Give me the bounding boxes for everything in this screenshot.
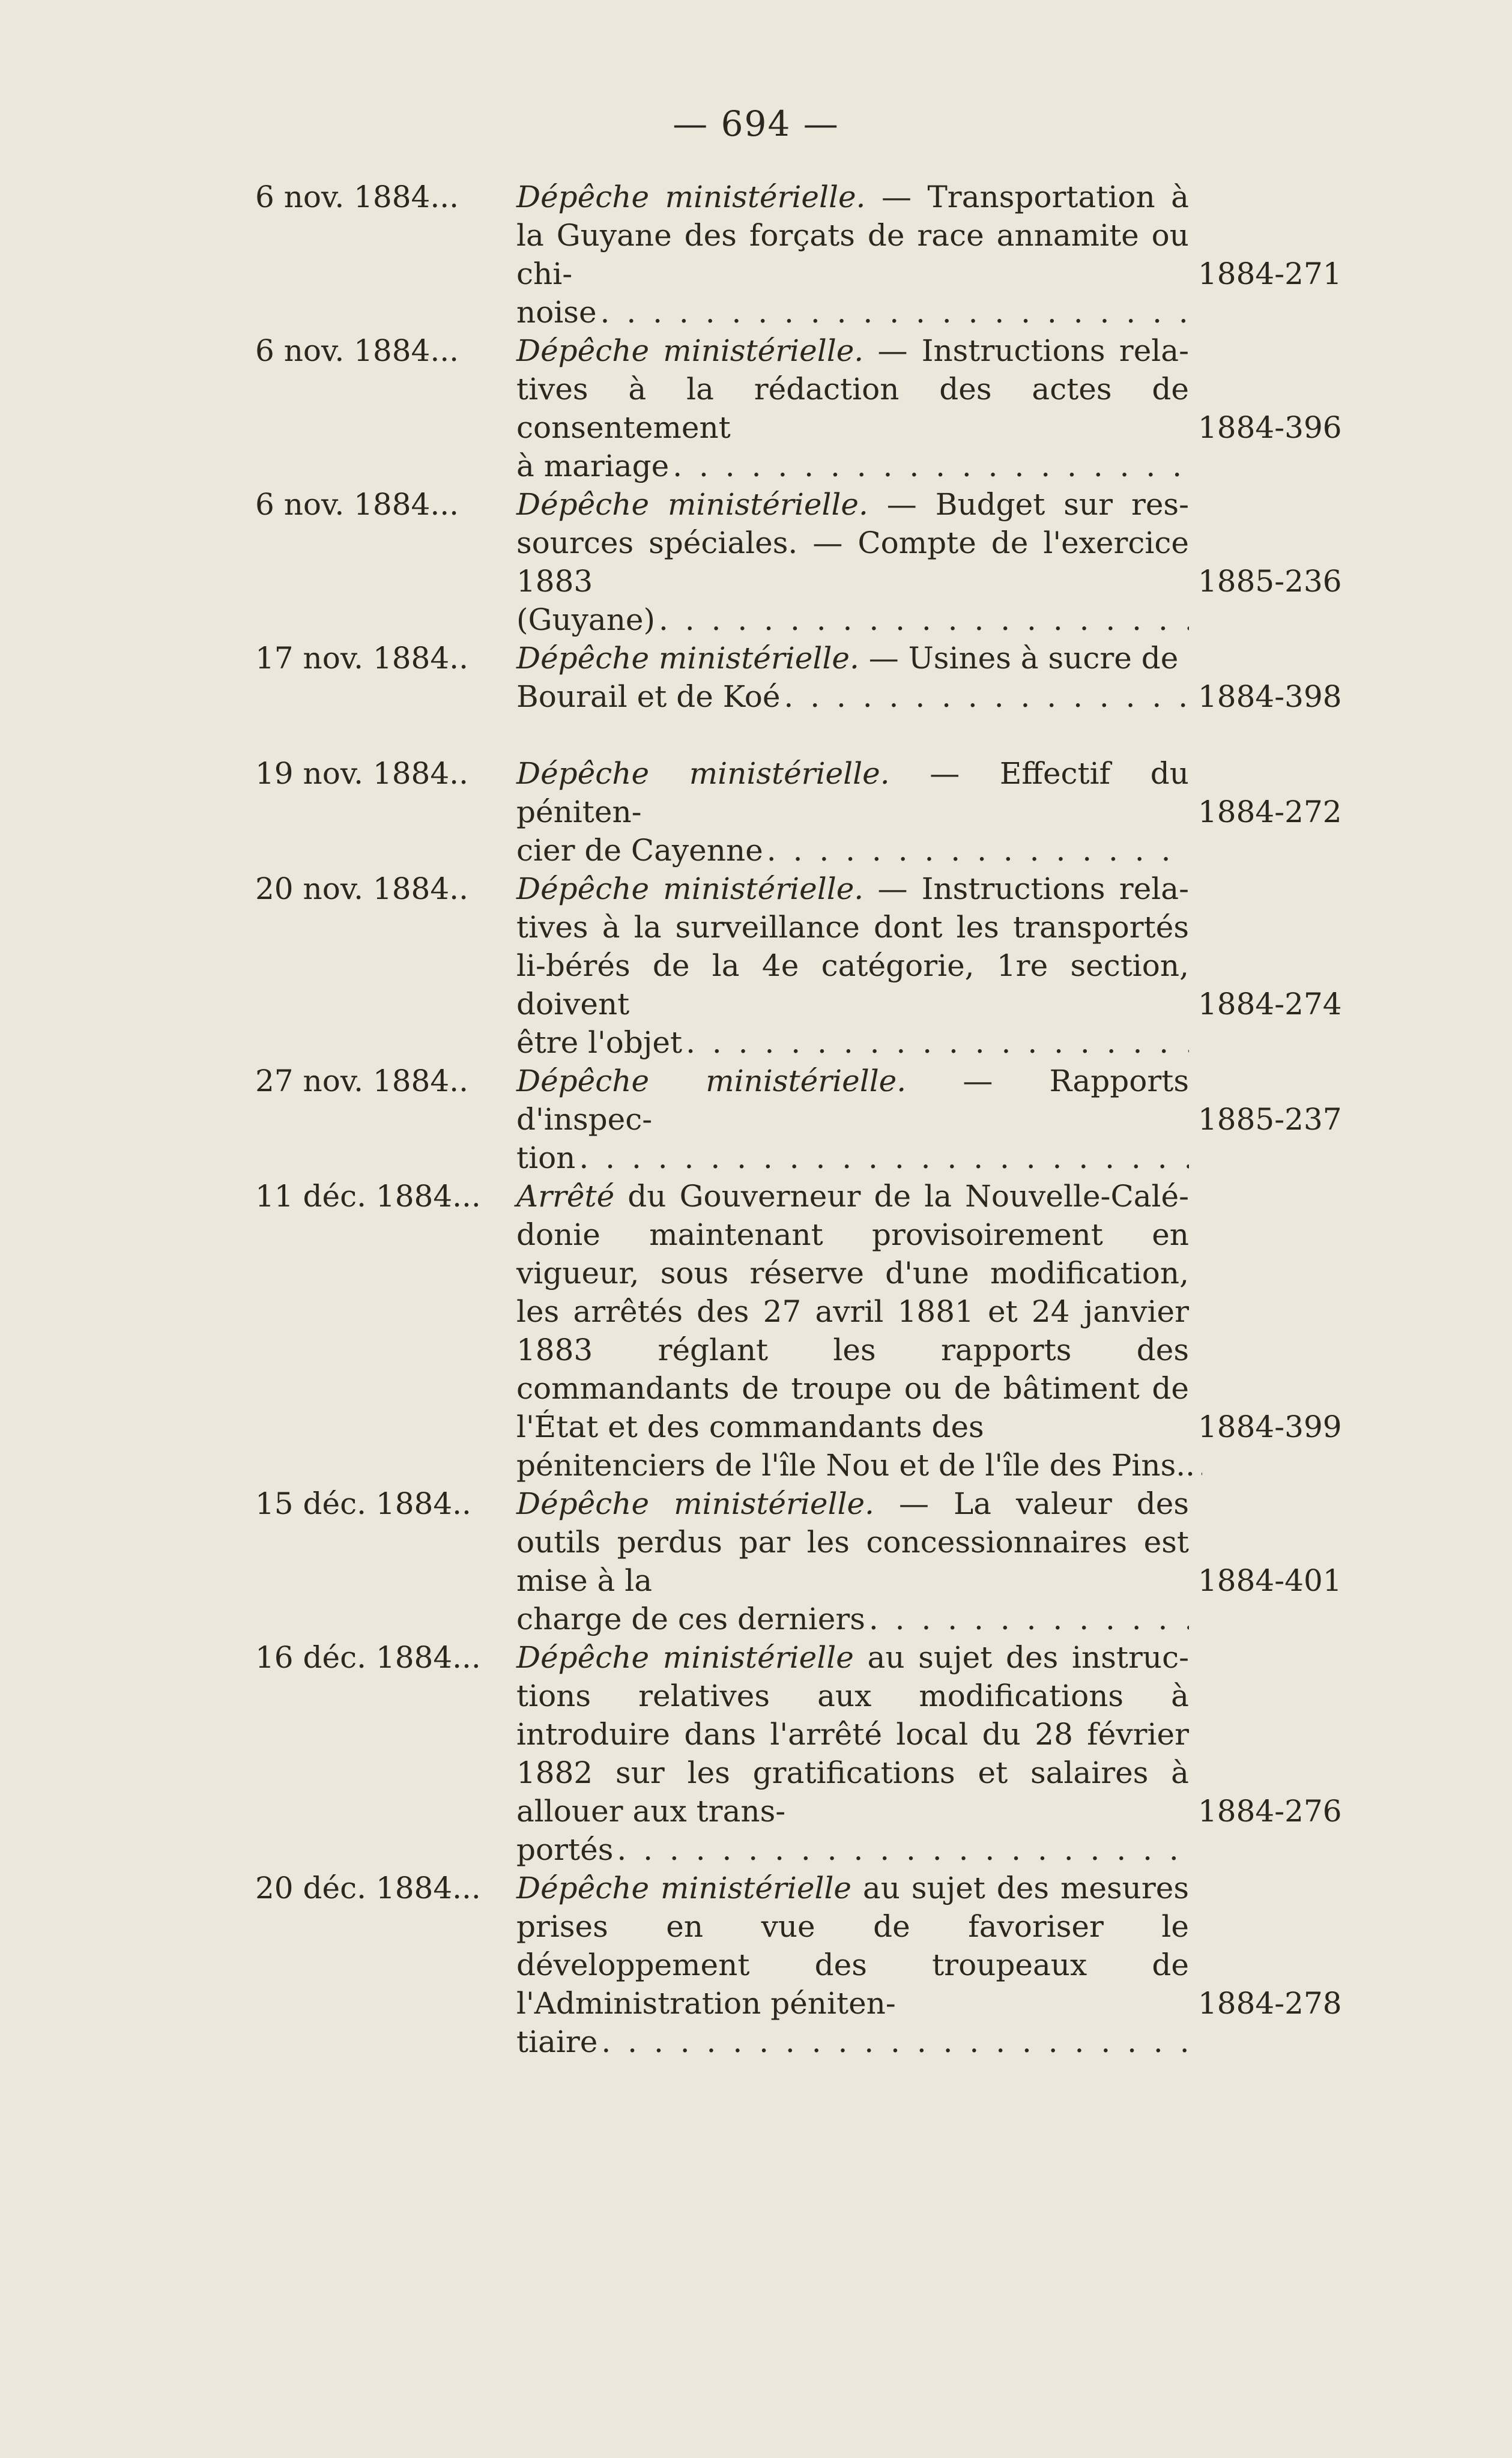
entry-lead: Dépêche ministérielle. <box>516 180 866 214</box>
entry-lead: Dépêche ministérielle. <box>516 1064 907 1098</box>
entry-body <box>516 754 1189 870</box>
entry-reference: 1884-401 <box>1198 1563 1342 1598</box>
entry-body <box>516 1485 1189 1638</box>
entry-text: — Budget sur res-sources spéciales. — Compte de l'exercice 1883 <box>516 487 1189 599</box>
entry-body <box>516 331 1189 485</box>
entry-text: du Gouverneur de la Nouvelle-Calé-donie maintenant provisoirement en vigueur, sous réserve d'une modification, les arrêtés des 27 avril 1881 et 24 janvier 1883 réglant les rapports des commandants de troupe ou de bâtiment de l'État et des commandants des <box>516 1179 1189 1444</box>
entry-body <box>516 485 1189 639</box>
dot-leader <box>669 447 1189 485</box>
entry-reference: 1885-237 <box>1198 1102 1342 1137</box>
dot-leader <box>780 677 1189 716</box>
entry-tail: portés <box>516 1832 614 1867</box>
entry-text: — Rapports d'inspec- <box>516 1064 1189 1137</box>
entry-reference: 1884-274 <box>1198 987 1342 1022</box>
page-number: — 694 — <box>673 103 839 144</box>
entry-lead: Dépêche ministérielle. <box>516 756 890 791</box>
dot-leader <box>575 1139 1189 1177</box>
entry-leader <box>516 1446 1196 1485</box>
entry-tail: à mariage <box>516 449 670 483</box>
entry-text: au sujet des instruc-tions relatives aux modifications à introduire dans l'arrêté local du 28 février 1882 sur les gratifications et salaires à allouer aux trans- <box>516 1640 1189 1829</box>
entry-lead: Dépêche ministérielle. <box>516 487 868 522</box>
entry-date: 16 déc. 1884... <box>255 1640 481 1675</box>
entry-date: 19 nov. 1884.. <box>255 756 468 791</box>
entry-date: 6 nov. 1884... <box>255 180 459 214</box>
entry-reference: 1884-399 <box>1198 1409 1342 1444</box>
entry-text: — Instructions rela-tives à la surveillance dont les transportés li-bérés de la 4e catégorie, 1re section, doivent <box>516 871 1189 1022</box>
entry-date: 17 nov. 1884.. <box>255 641 468 676</box>
entry-body <box>516 1062 1189 1177</box>
entry-reference: 1884-271 <box>1198 256 1342 291</box>
dot-leader <box>1195 1446 1202 1485</box>
entry-text: — La valeur des outils perdus par les concessionnaires est mise à la <box>516 1486 1189 1598</box>
entry-lead: Dépêche ministérielle. <box>516 333 864 368</box>
entry-leader <box>516 293 1189 331</box>
entry-date: 15 déc. 1884.. <box>255 1486 471 1521</box>
entry-lead: Dépêche ministérielle. <box>516 871 864 906</box>
entry-body <box>516 870 1189 1062</box>
entry-date: 11 déc. 1884... <box>255 1179 481 1214</box>
entry-date: 6 nov. 1884... <box>255 333 459 368</box>
entry-body <box>516 639 1189 716</box>
dot-leader <box>655 601 1189 639</box>
entry-date: 6 nov. 1884... <box>255 487 459 522</box>
entry-tail: tion <box>516 1140 576 1175</box>
entry-tail: (Guyane) <box>516 602 656 637</box>
entry-text: — Instructions rela-tives à la rédaction des actes de consentement <box>516 333 1189 445</box>
entry-leader <box>516 601 1189 639</box>
entry-body <box>516 1177 1196 1485</box>
entry-reference: 1884-278 <box>1198 1986 1342 2021</box>
entry-tail: charge de ces derniers <box>516 1602 865 1636</box>
entry-text: — Effectif du péniten- <box>516 756 1189 829</box>
entry-reference: 1884-272 <box>1198 795 1342 829</box>
entry-tail: Bourail et de Koé <box>516 679 781 714</box>
entry-leader <box>516 677 1189 716</box>
dot-leader <box>763 831 1189 870</box>
entry-date: 27 nov. 1884.. <box>255 1064 468 1098</box>
entry-date: 20 déc. 1884... <box>255 1871 481 1906</box>
entry-body <box>516 1638 1189 1869</box>
dot-leader <box>597 2023 1189 2061</box>
entry-lead: Dépêche ministérielle. <box>516 641 859 676</box>
entry-body <box>516 178 1189 331</box>
entry-reference: 1884-398 <box>1198 679 1342 714</box>
entry-reference: 1885-236 <box>1198 564 1342 599</box>
entry-leader <box>516 2023 1189 2061</box>
dot-leader <box>597 293 1189 331</box>
entry-lead: Arrêté <box>516 1179 615 1214</box>
entry-leader <box>516 1139 1189 1177</box>
entry-tail: être l'objet <box>516 1025 683 1060</box>
entry-body <box>516 1869 1189 2061</box>
entry-leader <box>516 447 1189 485</box>
entry-reference: 1884-396 <box>1198 410 1342 445</box>
entry-leader <box>516 1023 1189 1062</box>
dot-leader <box>613 1830 1189 1869</box>
entry-date: 20 nov. 1884.. <box>255 871 468 906</box>
entry-lead: Dépêche ministérielle <box>516 1871 851 1906</box>
entry-leader <box>516 831 1189 870</box>
entry-text: — Transportation à la Guyane des forçats de race annamite ou chi- <box>516 180 1189 291</box>
entry-lead: Dépêche ministérielle. <box>516 1486 874 1521</box>
entry-leader <box>516 1600 1189 1638</box>
entry-reference: 1884-276 <box>1198 1794 1342 1829</box>
entry-text: — Usines à sucre de <box>868 641 1179 676</box>
entry-tail: cier de Cayenne <box>516 833 763 868</box>
entry-tail: noise <box>516 295 597 330</box>
entry-leader <box>516 1830 1189 1869</box>
entry-tail: tiaire <box>516 2024 598 2059</box>
entry-text: au sujet des mesures prises en vue de favoriser le développement des troupeaux de l'Administration péniten- <box>516 1871 1189 2021</box>
dot-leader <box>865 1600 1189 1638</box>
dot-leader <box>682 1023 1189 1062</box>
entry-lead: Dépêche ministérielle <box>516 1640 854 1675</box>
entry-tail: pénitenciers de l'île Nou et de l'île des Pins.. <box>516 1448 1196 1483</box>
